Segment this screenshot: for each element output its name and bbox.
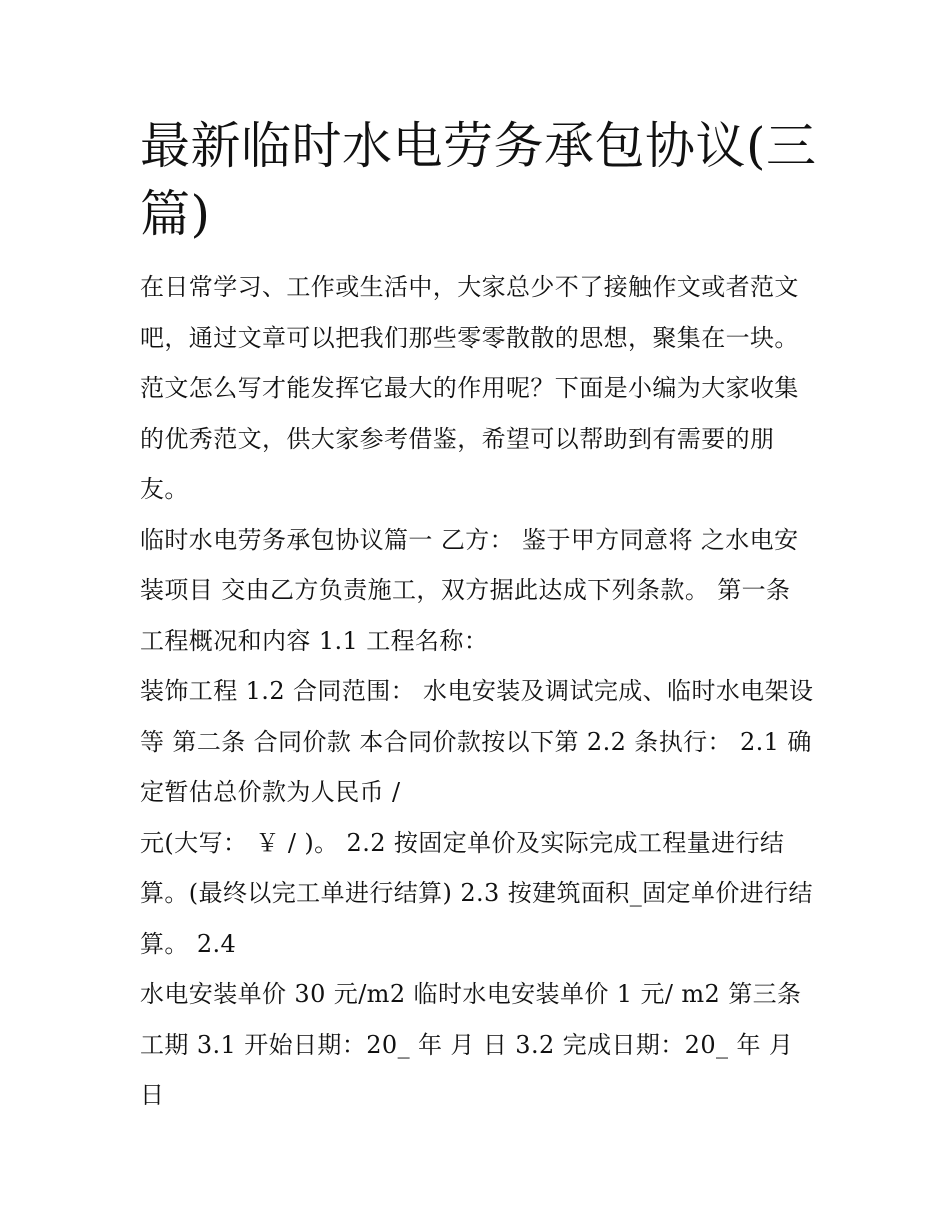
paragraph-settlement: 元(大写： ￥ / )。 2.2 按固定单价及实际完成工程量进行结算。(最终以完工单进行结算) 2.3 按建筑面积_固定单价进行结算。 2.4	[140, 828, 813, 958]
paragraph-unit-price-schedule: 水电安装单价 30 元/m2 临时水电安装单价 1 元/ m2 第三条 工期 3.1 开始日期：20_ 年 月 日 3.2 完成日期：20_ 年 月 日	[140, 980, 810, 1109]
paragraph-agreement-opening: 临时水电劳务承包协议篇一 乙方： 鉴于甲方同意将 之水电安装项目 交由乙方负责施工，双方据此达成下列条款。 第一条 工程概况和内容 1.1 工程名称：	[140, 525, 799, 655]
document-title: 最新临时水电劳务承包协议(三篇)	[140, 117, 817, 243]
document-body	[140, 112, 820, 1121]
paragraph-intro: 在日常学习、工作或生活中，大家总少不了接触作文或者范文吧，通过文章可以把我们那些零零散散的思想，聚集在一块。范文怎么写才能发挥它最大的作用呢？下面是小编为大家收集的优秀范文，供大家参考借鉴，希望可以帮助到有需要的朋友。	[140, 273, 799, 503]
paragraph-contract-scope: 装饰工程 1.2 合同范围： 水电安装及调试完成、临时水电架设等 第二条 合同价款 本合同价款按以下第 2.2 条执行： 2.1 确定暂估总价款为人民币 /	[140, 677, 814, 806]
